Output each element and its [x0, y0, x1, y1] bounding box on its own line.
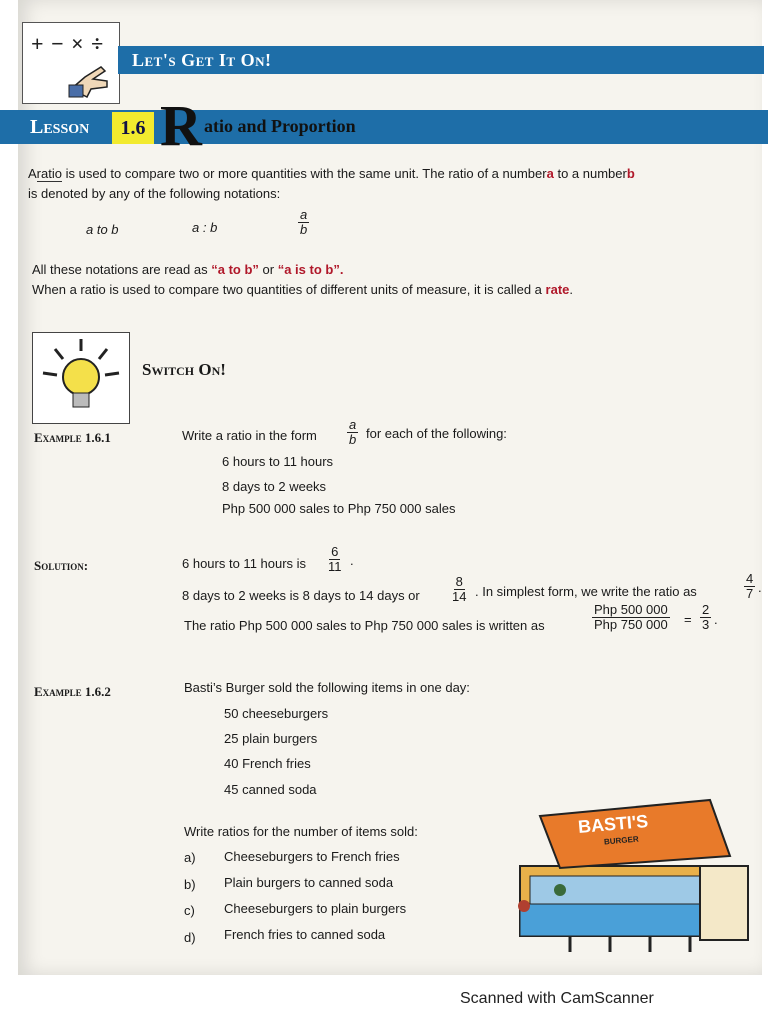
solution-step-3: The ratio Php 500 000 sales to Php 750 000 sales is written as [184, 618, 545, 633]
prompt-frac-den: b [349, 432, 357, 447]
lesson-label: Lesson [30, 116, 90, 138]
example-1-item: Php 500 000 sales to Php 750 000 sales [222, 501, 456, 516]
prompt-text: Write a ratio in the form [182, 428, 317, 443]
part-letter: b) [184, 877, 196, 892]
var-b: b [626, 166, 635, 181]
rate-definition [32, 282, 573, 297]
math-operators: + − × ÷ [31, 31, 105, 56]
part-text: Plain burgers to canned soda [224, 875, 394, 890]
example-1-item: 8 days to 2 weeks [222, 479, 327, 494]
solution-step-2-mid: . In simplest form, we write the ratio as [475, 584, 697, 599]
part-letter: c) [184, 903, 195, 918]
lesson-title-initial: R [160, 93, 202, 158]
example-2-question: Write ratios for the number of items sold: [184, 824, 418, 839]
example-1-label: Example 1.6.1 [34, 430, 111, 445]
s3-equals: = [684, 612, 692, 627]
store-sign-name: BASTI'S [577, 810, 649, 838]
rate-period: . [569, 282, 574, 297]
s3-rnum: 2 [702, 602, 710, 617]
section-banner [118, 46, 764, 74]
s2-rden: 7 [746, 586, 754, 601]
switch-on-heading: Switch On! [142, 360, 226, 379]
example-2-intro: Basti’s Burger sold the following items in one day: [184, 680, 470, 695]
operators-hand-icon [22, 22, 120, 104]
read-a-is-to-b: “a is to b”. [277, 262, 344, 277]
s3-period: . [714, 612, 718, 627]
example-1-prompt [182, 428, 317, 443]
solution-step-2: 8 days to 2 weeks is 8 days to 14 days or [182, 588, 420, 603]
s2-num: 8 [455, 574, 463, 589]
prompt-fraction [347, 418, 358, 447]
banner-title: Let's Get It On! [132, 50, 272, 70]
fraction-denominator: b [300, 222, 308, 237]
term-rate: rate [545, 282, 570, 297]
intro-line-2: is denoted by any of the following notations: [28, 186, 281, 201]
solution-step-1: 6 hours to 11 hours is [182, 556, 307, 571]
pointing-hand-icon [67, 59, 113, 99]
scanner-watermark: Scanned with CamScanner [460, 990, 654, 1007]
intro-text-2: to a number [557, 166, 627, 181]
notation-fraction [298, 208, 309, 237]
example-1-item: 6 hours to 11 hours [222, 454, 334, 469]
s3-den: Php 750 000 [594, 617, 668, 632]
s2-period: . [758, 580, 762, 595]
notation-colon: a : b [192, 220, 218, 235]
sold-item: 45 canned soda [224, 782, 317, 797]
solution-1-fraction [328, 545, 342, 574]
s2-den: 14 [452, 589, 467, 604]
s1-den: 11 [328, 559, 342, 574]
prompt-frac-num: a [349, 417, 357, 432]
lightbulb-icon-box [32, 332, 130, 424]
part-text: Cheeseburgers to French fries [224, 849, 400, 864]
part-letter: d) [184, 930, 196, 945]
sold-item: 50 cheeseburgers [224, 706, 329, 721]
rate-text: When a ratio is used to compare two quantities of different units of measure, it is called a [32, 282, 542, 297]
lesson-title: atio and Proportion [204, 116, 356, 136]
solution-3-simplest [700, 603, 711, 632]
solution-3-fraction [592, 603, 670, 632]
intro-line-1 [28, 166, 635, 181]
lightbulb-icon [33, 333, 129, 423]
solution-2-simplest [744, 572, 755, 601]
term-ratio: ratio [36, 166, 62, 181]
intro-article: A [28, 166, 37, 181]
read-text: All these notations are read as [32, 262, 208, 277]
s1-period: . [350, 553, 354, 568]
s3-num: Php 500 000 [594, 602, 668, 617]
s3-rden: 3 [702, 617, 710, 632]
part-letter: a) [184, 850, 196, 865]
example-2-label: Example 1.6.2 [34, 684, 111, 699]
solution-2-fraction [452, 575, 466, 604]
store-sign-sub: BURGER [603, 834, 639, 847]
fraction-numerator: a [300, 207, 308, 222]
part-text: Cheeseburgers to plain burgers [224, 901, 407, 916]
part-text: French fries to canned soda [224, 927, 386, 942]
lesson-number: 1.6 [112, 112, 154, 144]
read-notations [32, 262, 343, 277]
read-or: or [262, 262, 275, 277]
s1-num: 6 [331, 544, 339, 559]
notation-a-to-b: a to b [86, 222, 119, 237]
read-a-to-b: “a to b” [211, 262, 259, 277]
sold-item: 25 plain burgers [224, 731, 318, 746]
prompt-text-2: for each of the following: [366, 426, 507, 441]
solution-label: Solution: [34, 558, 89, 573]
var-a: a [546, 166, 554, 181]
intro-text: is used to compare two or more quantities with the same unit. The ratio of a number [65, 166, 547, 181]
sold-item: 40 French fries [224, 756, 311, 771]
s2-rnum: 4 [746, 571, 754, 586]
